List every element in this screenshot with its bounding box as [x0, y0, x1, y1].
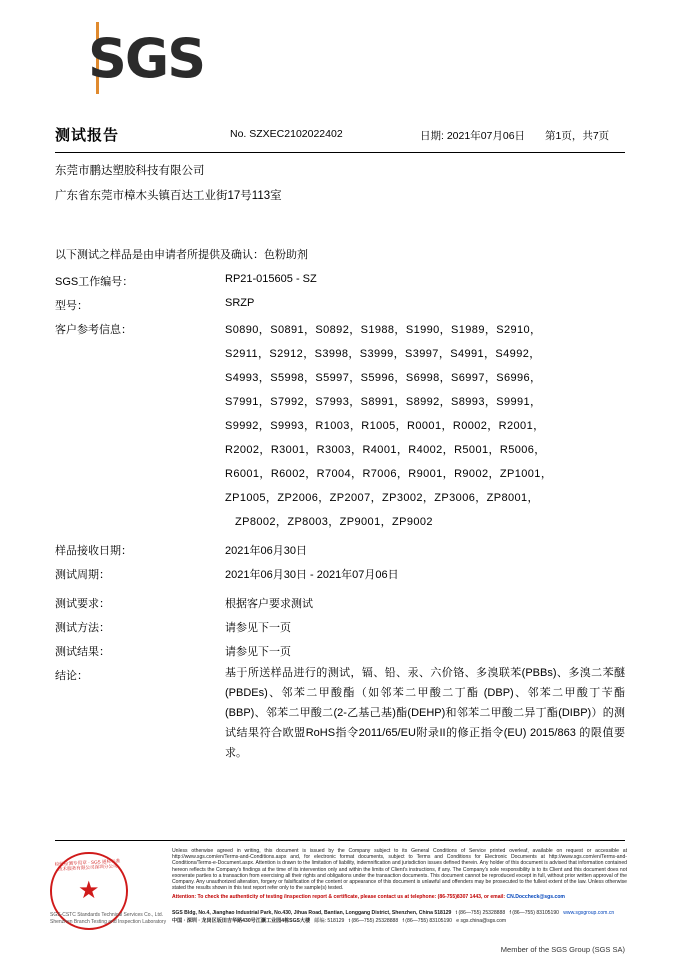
client-reference-line: S7991，S7992，S7993，S8991，S8992，S8993，S9991， — [225, 396, 542, 408]
footer-address-cn-text: 中国 · 深圳 · 龙岗区坂田吉华路430号江灏工业园4栋SGS大楼 — [172, 917, 311, 924]
field-label-test-result: 测试结果： — [55, 646, 110, 658]
seal-caption — [50, 912, 185, 926]
field-value-test-result: 请参见下一页 — [225, 646, 291, 658]
field-label-test-period: 测试周期： — [55, 569, 110, 581]
client-company: 东莞市鹏达塑胶科技有限公司 — [55, 165, 205, 177]
sgs-logo-text: SGS — [88, 27, 205, 90]
client-reference-line: ZP1005，ZP2006，ZP2007，ZP3002，ZP3006，ZP8001， — [225, 492, 539, 504]
client-address: 广东省东莞市樟木头镇百达工业街17号113室 — [55, 190, 282, 202]
seal-caption-line1: SGS-CSTC Standards Technical Services Co., Ltd. — [50, 912, 164, 918]
footer-address-en — [172, 910, 627, 918]
footer-address-cn-tel: t (86—755) 25328888 — [348, 917, 399, 924]
star-icon: ★ — [78, 877, 100, 904]
footer-address-cn — [172, 918, 627, 926]
footer-address-en-text: SGS Bldg, No.4, Jianghao Industrial Park, No.430, Jihua Road, Bantian, Longgang District, Shenzhen, China 518129 — [172, 910, 452, 916]
seal-ring-text: 检验检测专用章 · SGS 通标标准技术服务有限公司深圳分公司 — [54, 858, 121, 872]
footer-attention-email[interactable]: CN.Doccheck@sgs.com — [506, 894, 565, 901]
footer-address — [172, 910, 627, 925]
footer-address-cn-fax: f (86—755) 83105190 — [402, 917, 453, 924]
report-date: 日期: 2021年07月06日 — [420, 130, 526, 142]
field-label-test-method: 测试方法： — [55, 622, 110, 634]
client-reference-line: R2002，R3001，R3003，R4001，R4002，R5001，R5006， — [225, 444, 546, 456]
sample-intro: 以下测试之样品是由申请者所提供及确认：色粉助剂 — [55, 249, 308, 261]
client-reference-line: S9992，S9993，R1003，R1005，R0001，R0002，R2001， — [225, 420, 545, 432]
field-value-model: SRZP — [225, 297, 255, 309]
field-value-test-period: 2021年06月30日 - 2021年07月06日 — [225, 569, 399, 581]
field-value-test-method: 请参见下一页 — [225, 622, 291, 634]
footer-legal-text — [172, 848, 627, 901]
field-value-test-requirement: 根据客户要求测试 — [225, 598, 313, 610]
client-reference-line: S0890，S0891，S0892，S1988，S1990，S1989，S2910， — [225, 324, 542, 336]
footer-group-note: Member of the SGS Group (SGS SA) — [500, 945, 625, 954]
header-divider — [55, 152, 625, 153]
footer-legal-body: Unless otherwise agreed in writing, this document is issued by the Company subject to its General Conditions of Service printed overleaf, available on request or accessible at http://www.sgs.com/en/Terms-and-Conditions.aspx and, for electronic format documents, subject to Terms and Conditions for Electronic Documents at http://www.sgs.com/en/Terms-and-Conditions/Terms-e-Document.aspx. Attention is drawn to the limitation of liability, indemnification and jurisdiction issues defined therein. Any holder of this document is advised that information contained hereon reflects the Company's findings at the time of its intervention only and within the limits of Client's instructions, if any. The Company's sole responsibility is to its Client and this document does not exonerate parties to a transaction from exercising all their rights and obligations under the transaction documents. This document cannot be reproduced except in full, without prior written approval of the Company. Any unauthorized alteration, forgery or falsification of the content or appearance of this document is unlawful and offenders may be prosecuted to the fullest extent of the law. Unless otherwise stated the results shown in this test report refer only to the sample(s) tested. — [172, 848, 627, 892]
field-value-received-date: 2021年06月30日 — [225, 545, 307, 557]
field-value-job-no: RP21-015605 - SZ — [225, 273, 317, 285]
client-reference-line: S4993，S5998，S5997，S5996，S6998，S6997，S6996， — [225, 372, 542, 384]
report-number: No. SZXEC2102022402 — [230, 128, 343, 140]
conclusion-text: 基于所送样品进行的测试，镉、铅、汞、六价铬、多溴联苯(PBBs)、多溴二苯醚(PBDEs)、邻苯二甲酸酯（如邻苯二甲酸二丁酯 (DBP)、邻苯二甲酸丁苄酯(BBP)、邻苯二甲酸二(2-乙基己基)酯(DEHP)和邻苯二甲酸二异丁酯(DIBP)）的测试结果符合欧盟RoHS指令2011/65/EU附录II的修正指令(EU) 2015/863 的限值要求。 — [225, 667, 625, 759]
footer-website[interactable]: www.sgsgroup.com.cn — [563, 910, 615, 916]
client-reference-line: S2911，S2912，S3998，S3999，S3997，S4991，S4992， — [225, 348, 541, 360]
footer-attention-text: Attention: To check the authenticity of testing /inspection report & certificate, please contact us at telephone: (86-755)8307 1443, or email: — [172, 894, 507, 901]
client-reference-line: ZP8002，ZP8003，ZP9001，ZP9002 — [235, 516, 433, 528]
report-header-row — [55, 124, 625, 148]
seal-caption-line2: Shenzhen Branch Testing and Inspection Laboratory — [50, 919, 167, 925]
company-seal — [50, 852, 170, 932]
footer-address-en-tel: t (86—755) 25328888 — [455, 910, 506, 916]
page-count: 第1页，共7页 — [545, 130, 610, 142]
field-label-received-date: 样品接收日期： — [55, 545, 132, 557]
footer-address-en-fax: f (86—755) 83105190 — [509, 910, 559, 916]
footer-address-cn-zip: 邮编: 518129 — [314, 917, 345, 924]
sgs-logo — [88, 27, 208, 90]
footer-email[interactable]: e sgs.china@sgs.com — [456, 917, 507, 924]
page-title: 测试报告 — [55, 127, 120, 144]
footer-divider — [55, 840, 625, 841]
field-label-conclusion: 结论： — [55, 670, 88, 682]
footer-attention — [172, 894, 627, 900]
field-label-test-requirement: 测试要求： — [55, 598, 110, 610]
field-label-model: 型号： — [55, 300, 88, 312]
field-label-client-reference: 客户参考信息： — [55, 324, 132, 336]
client-reference-line: R6001，R6002，R7004，R7006，R9001，R9002，ZP1001， — [225, 468, 553, 480]
field-label-job-no: SGS工作编号： — [55, 276, 134, 288]
